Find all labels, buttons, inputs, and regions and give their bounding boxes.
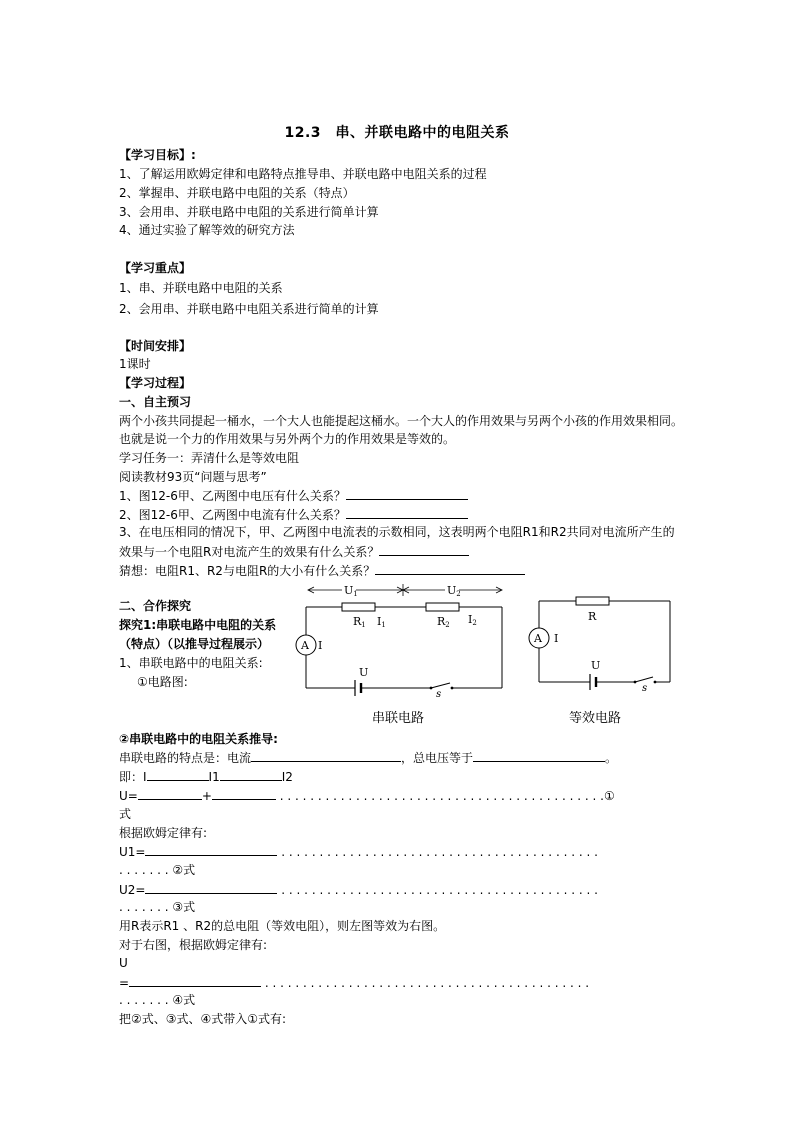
ammeter-label: A xyxy=(301,639,309,652)
u2-equation xyxy=(119,881,598,898)
dot-leader: . . . . . . . xyxy=(119,993,173,1007)
equation-word: 式 xyxy=(119,807,132,821)
series-item: 1、串联电路中的电阻关系: xyxy=(119,656,263,670)
guess-text: 猜想：电阻R1、R2与电阻R的大小有什么关系？ xyxy=(119,564,376,578)
ohm-law-intro: 根据欧姆定律有: xyxy=(119,826,208,840)
current-label: I xyxy=(318,639,323,652)
dot-leader: . . . . . . . . . . . . . . . . . . . . . . . . . . . . . . . . . . . . . . . . . . xyxy=(277,883,598,897)
paragraph: 也就是说一个力的作用效果与另外两个力的作用效果是等效的。 xyxy=(119,432,456,446)
page-title: 12.3 串、并联电路中的电阻关系 xyxy=(284,125,510,141)
answer-blank[interactable] xyxy=(251,749,401,762)
dot-leader: . . . . . . . xyxy=(119,900,173,914)
substitute-text: 把②式、③式、④式带入①式有: xyxy=(119,1012,287,1026)
equivalent-circuit-diagram xyxy=(522,590,682,695)
key-point-item: 1、串、并联电路中电阻的关系 xyxy=(119,281,283,295)
process-heading: 【学习过程】 xyxy=(119,376,192,390)
u-equation xyxy=(119,974,589,991)
question-text: 效果与一个电阻R对电流产生的效果有什么关系？ xyxy=(119,545,380,559)
answer-blank[interactable] xyxy=(138,787,202,800)
answer-blank[interactable] xyxy=(129,974,261,987)
goal-item: 4、通过实验了解等效的研究方法 xyxy=(119,223,295,237)
guess-line xyxy=(119,562,525,579)
r1-label: R1 xyxy=(353,615,366,629)
ammeter-label: A xyxy=(534,632,542,645)
time-value: 1课时 xyxy=(119,357,151,371)
goal-item: 3、会用串、并联电路中电阻的关系进行简单计算 xyxy=(119,205,379,219)
relation-text: U= xyxy=(119,789,138,803)
goals-heading: 【学习目标】: xyxy=(119,148,196,162)
equation-label: = xyxy=(119,976,130,990)
question-text: 1、图12-6甲、乙两图中电压有什么关系？ xyxy=(119,489,346,503)
u2-equation-cont xyxy=(119,899,195,915)
equation-number: ②式 xyxy=(172,863,196,877)
dot-leader: . . . . . . . . . . . . . . . . . . . . . . . . . . . . . . . . . . . . . . . . . . . xyxy=(261,976,590,990)
question-3-cont xyxy=(119,543,469,560)
dot-leader: . . . . . . . xyxy=(119,863,173,877)
answer-blank[interactable] xyxy=(375,562,525,575)
equivalent-circuit-caption: 等效电路 xyxy=(569,711,622,726)
relation-text: I2 xyxy=(281,770,293,784)
equation-label: U1= xyxy=(119,845,146,859)
relation-text: + xyxy=(201,789,212,803)
goal-item: 2、掌握串、并联电路中电阻的关系（特点） xyxy=(119,186,355,200)
u1-equation xyxy=(119,843,598,860)
answer-blank[interactable] xyxy=(220,768,282,781)
equation-number: ① xyxy=(603,789,615,803)
answer-blank[interactable] xyxy=(145,843,277,856)
answer-blank[interactable] xyxy=(346,506,468,519)
switch-lever xyxy=(431,683,450,688)
r2-label: R2 xyxy=(437,615,450,629)
series-features xyxy=(119,749,617,766)
explore-1-heading: 探究1:串联电路中电阻的关系 xyxy=(119,618,277,632)
equation-number: ④式 xyxy=(172,993,196,1007)
switch-label: s xyxy=(642,683,648,694)
series-circuit-caption: 串联电路 xyxy=(372,711,425,726)
question-text: 2、图12-6甲、乙两图中电流有什么关系？ xyxy=(119,508,346,522)
resistor-r xyxy=(576,597,609,605)
u2-label: U2 xyxy=(447,584,461,598)
task-one: 学习任务一：弄清什么是等效电阻 xyxy=(119,451,300,465)
preview-heading: 一、自主预习 xyxy=(119,395,192,409)
goal-item: 1、了解运用欧姆定律和电路特点推导串、并联电路中电阻关系的过程 xyxy=(119,167,487,181)
r-label: R xyxy=(588,610,597,623)
current-relation xyxy=(119,768,293,785)
explore-1-subheading: （特点）（以推导过程展示） xyxy=(119,637,270,651)
equation-label: U2= xyxy=(119,883,146,897)
switch-lever xyxy=(635,677,653,682)
reading-instruction: 阅读教材93页“问题与思考” xyxy=(119,470,267,484)
u-label: U xyxy=(119,956,128,970)
question-1 xyxy=(119,487,468,504)
time-heading: 【时间安排】 xyxy=(119,339,192,353)
relation-text: 即：I xyxy=(119,770,147,784)
total-resistance-text: 用R表示R1 、R2的总电阻（等效电阻），则左图等效为右图。 xyxy=(119,919,446,933)
relation-text: I1 xyxy=(208,770,220,784)
current-label: I xyxy=(554,632,559,645)
answer-blank[interactable] xyxy=(147,768,209,781)
switch-label: s xyxy=(436,689,442,698)
dot-leader: . . . . . . . . . . . . . . . . . . . . . . . . . . . . . . . . . . . . . . . . . . . xyxy=(275,789,604,803)
paragraph: 两个小孩共同提起一桶水，一个大人也能提起这桶水。一个大人的作用效果与另两个小孩的作用效果相同。 xyxy=(119,414,684,428)
equation-number: ③式 xyxy=(172,900,196,914)
cooperative-heading: 二、合作探究 xyxy=(119,599,192,613)
answer-blank[interactable] xyxy=(379,543,469,556)
voltage-relation xyxy=(119,787,615,804)
answer-blank[interactable] xyxy=(473,749,605,762)
u-equation-cont xyxy=(119,992,195,1008)
resistor-r2 xyxy=(426,603,459,611)
u1-label: U1 xyxy=(344,584,358,598)
circuit-diagram-label: ①电路图: xyxy=(137,675,188,689)
dot-leader: . . . . . . . . . . . . . . . . . . . . . . . . . . . . . . . . . . . . . . . . . . xyxy=(277,845,598,859)
voltage-label: U xyxy=(359,666,369,679)
question-3: 3、在电压相同的情况下，甲、乙两图中电流表的示数相同，这表明两个电阻R1和R2共同对电流所产生的 xyxy=(119,525,675,539)
i2-label: I2 xyxy=(468,613,477,627)
answer-blank[interactable] xyxy=(346,487,468,500)
series-circuit-diagram xyxy=(290,578,520,698)
features-text: 。 xyxy=(605,751,618,765)
u1-equation-cont xyxy=(119,862,195,878)
key-points-heading: 【学习重点】 xyxy=(119,261,192,275)
i1-label: I1 xyxy=(377,615,386,629)
key-point-item: 2、会用串、并联电路中电阻关系进行简单的计算 xyxy=(119,302,379,316)
features-text: 串联电路的特点是：电流 xyxy=(119,751,252,765)
answer-blank[interactable] xyxy=(145,881,277,894)
right-figure-text: 对于右图，根据欧姆定律有: xyxy=(119,938,268,952)
features-text: ，总电压等于 xyxy=(401,751,474,765)
answer-blank[interactable] xyxy=(212,787,276,800)
derivation-heading: ②串联电路中的电阻关系推导: xyxy=(119,732,278,746)
voltage-label: U xyxy=(591,659,601,672)
question-2 xyxy=(119,506,468,523)
resistor-r1 xyxy=(342,603,375,611)
